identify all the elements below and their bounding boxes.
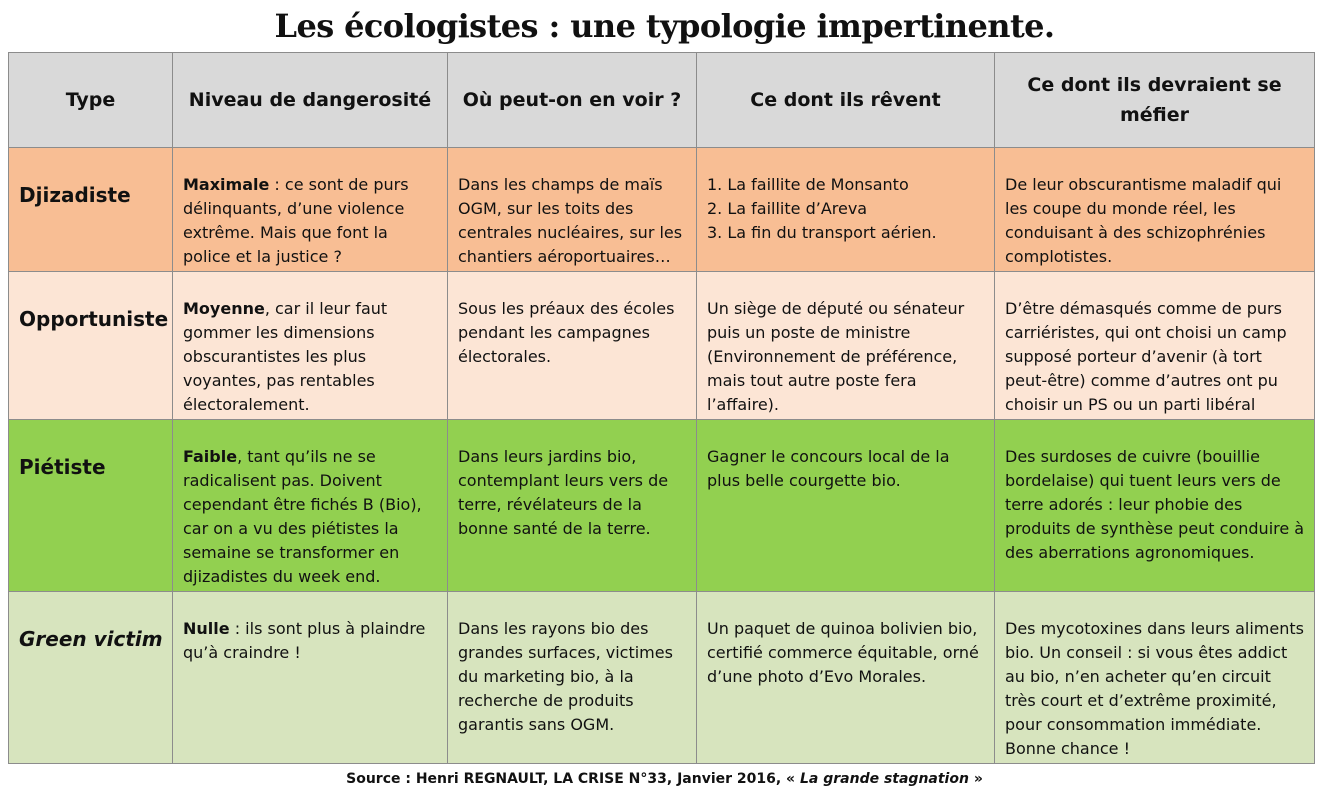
table-row-green-victim (9, 592, 1315, 764)
typology-table (8, 52, 1315, 764)
reve-item: 1. La faillite de Monsanto (707, 175, 909, 194)
niveau-text: : ce sont de purs délinquants, d’une violence extrême. Mais que font la police et la justice ? (183, 175, 409, 266)
ou-cell: Dans les champs de maïs OGM, sur les toits des centrales nucléaires, sur les chantiers aéroportuaires… (448, 148, 697, 272)
reve-cell (697, 420, 995, 592)
reve-item: Un siège de député ou sénateur puis un poste de ministre (Environnement de préférence, mais tout autre poste fera l’affaire). (707, 299, 965, 414)
niveau-text: : ils sont plus à plaindre qu’à craindre ! (183, 619, 426, 662)
niveau-text: , car il leur faut gommer les dimensions obscurantistes les plus voyantes, pas rentables électoralement. (183, 299, 388, 414)
mefier-cell: D’être démasqués comme de purs carriéristes, qui ont choisi un camp supposé porteur d’avenir (à tort peut-être) comme d’autres ont pu choisir un PS ou un parti libéral (995, 272, 1315, 420)
source-prefix: Source : Henri REGNAULT, LA CRISE N°33, Janvier 2016, « (346, 771, 800, 787)
column-header-mefier: Ce dont ils devraient se méfier (995, 53, 1315, 148)
niveau-cell (173, 420, 448, 592)
niveau-level: Moyenne (183, 299, 265, 318)
niveau-cell (173, 592, 448, 764)
column-header-ou: Où peut-on en voir ? (448, 53, 697, 148)
type-cell: Green victim (9, 592, 173, 764)
mefier-cell: Des mycotoxines dans leurs aliments bio. Un conseil : si vous êtes addict au bio, n’en acheter qu’en circuit très court et d’extrême proximité, pour consommation immédiate. Bonne chance ! (995, 592, 1315, 764)
mefier-cell: Des surdoses de cuivre (bouillie bordelaise) qui tuent leurs vers de terre adorés : leur phobie des produits de synthèse peut conduire à des aberrations agronomiques. (995, 420, 1315, 592)
column-header-niveau: Niveau de dangerosité (173, 53, 448, 148)
page-title: Les écologistes : une typologie impertinente. (274, 7, 1055, 45)
ou-cell: Dans leurs jardins bio, contemplant leurs vers de terre, révélateurs de la bonne santé de la terre. (448, 420, 697, 592)
table-row-pietiste (9, 420, 1315, 592)
niveau-text: , tant qu’ils ne se radicalisent pas. Doivent cependant être fichés B (Bio), car on a vu des piétistes la semaine se transformer en djizadistes du week end. (183, 447, 422, 586)
column-header-reve: Ce dont ils rêvent (697, 53, 995, 148)
type-cell: Djizadiste (9, 148, 173, 272)
reve-item: Un paquet de quinoa bolivien bio, certifié commerce équitable, orné d’une photo d’Evo Morales. (707, 619, 979, 686)
reve-cell (697, 148, 995, 272)
type-cell: Piétiste (9, 420, 173, 592)
type-cell: Opportuniste (9, 272, 173, 420)
reve-cell (697, 272, 995, 420)
table-row-djizadiste (9, 148, 1315, 272)
ou-cell: Dans les rayons bio des grandes surfaces, victimes du marketing bio, à la recherche de produits garantis sans OGM. (448, 592, 697, 764)
table-header-row (9, 53, 1315, 148)
ou-cell: Sous les préaux des écoles pendant les campagnes électorales. (448, 272, 697, 420)
niveau-cell (173, 272, 448, 420)
mefier-cell: De leur obscurantisme maladif qui les coupe du monde réel, les conduisant à des schizophrénies complotistes. (995, 148, 1315, 272)
reve-cell (697, 592, 995, 764)
table-row-opportuniste (9, 272, 1315, 420)
niveau-level: Maximale (183, 175, 270, 194)
source-caption (0, 768, 1329, 790)
source-italic: La grande stagnation (799, 771, 969, 787)
source-suffix: » (968, 771, 983, 787)
column-header-type: Type (9, 53, 173, 148)
niveau-level: Nulle (183, 619, 230, 638)
niveau-level: Faible (183, 447, 238, 466)
reve-item: 3. La fin du transport aérien. (707, 223, 937, 242)
reve-item: 2. La faillite d’Areva (707, 199, 868, 218)
reve-item: Gagner le concours local de la plus belle courgette bio. (707, 447, 950, 490)
niveau-cell (173, 148, 448, 272)
